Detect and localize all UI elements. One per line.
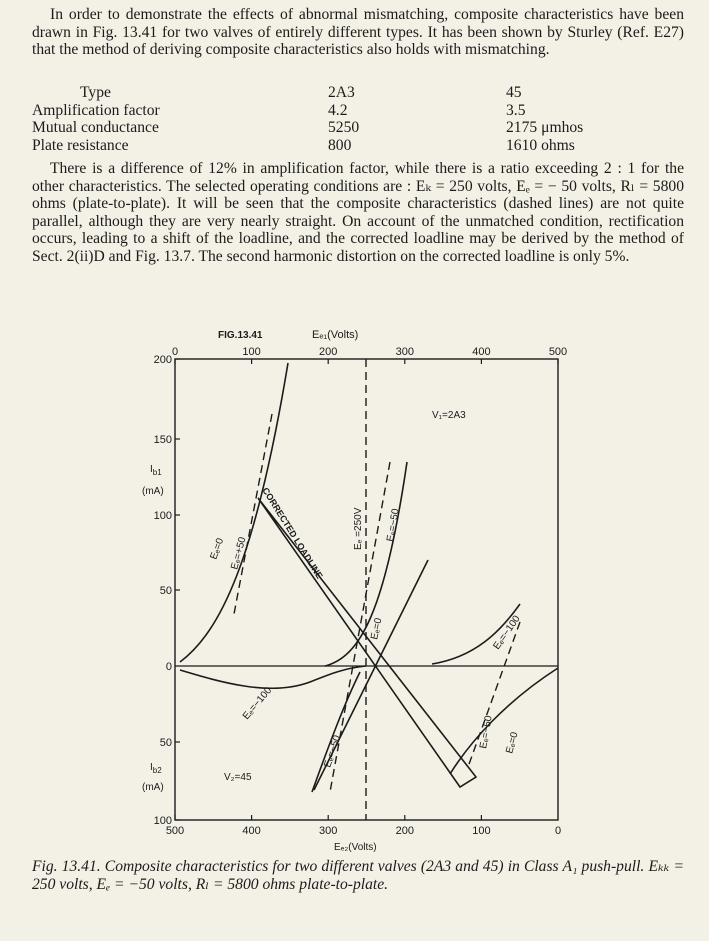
top-tick-label: 0 — [171, 346, 179, 358]
composite-eg-plus50-line — [234, 414, 272, 614]
table-row — [32, 102, 656, 120]
bottom-tick-label: 200 — [395, 825, 414, 837]
caption-conditions: Eₖₖ = 250 volts, Eₑ = −50 volts, Rₗ = 5800 ohms plate-to-plate. — [32, 858, 685, 893]
v1-label: V₁=2A3 — [432, 410, 466, 421]
ib2-unit-label: (mA) — [142, 782, 164, 793]
top-axis-label: Eₑ₁(Volts) — [312, 329, 359, 341]
left-tick-label: 50 — [159, 737, 172, 749]
bottom-tick-marks — [175, 815, 481, 820]
table-header-cell: 45 — [506, 84, 522, 101]
caption-fig-number: Fig. 13.41. — [32, 858, 101, 875]
top-tick-label: 200 — [319, 346, 338, 358]
ec-0-bottom-label: Eₑ=0 — [504, 730, 521, 755]
valve-comparison-table — [32, 84, 656, 154]
eg-0-mid-label: Eₑ=0 — [369, 617, 385, 641]
table-row — [32, 137, 656, 155]
left-tick-label: 100 — [153, 815, 172, 827]
ec-minus100-bottom-label: Eₑ=−100 — [240, 685, 275, 722]
bottom-tick-label: 0 — [554, 825, 562, 837]
bottom-tick-label: 100 — [472, 825, 491, 837]
left-tick-label: 100 — [153, 510, 172, 522]
table-row — [32, 119, 656, 137]
table-cell: Mutual conductance — [32, 119, 159, 137]
table-cell: 2175 μmhos — [506, 119, 584, 137]
eg-plus50-top-label: Eₑ=+50 — [229, 535, 249, 571]
left-tick-label: 150 — [153, 434, 172, 446]
v2-ec-minus100-curve — [180, 666, 366, 688]
intro-paragraph — [32, 6, 684, 59]
v2-ec-minus50-curve — [312, 672, 360, 792]
left-tick-label: 0 — [165, 661, 172, 673]
table-header-row — [32, 84, 656, 102]
v2-label: V₂=45 — [224, 772, 252, 783]
ib1-axis-label: $I_{b1}$ — [150, 464, 162, 477]
table-cell: 1610 ohms — [506, 136, 575, 154]
bottom-tick-label: 500 — [165, 825, 185, 837]
table-cell: 4.2 — [328, 101, 348, 119]
corrected-loadline — [258, 498, 476, 787]
eg-minus50-bottom-label: Eₑ=−50 — [478, 714, 495, 750]
figure-caption — [32, 858, 684, 894]
top-tick-label: 500 — [548, 346, 568, 358]
ec-minus50-bottom-label: Eₑ=−50 — [322, 733, 344, 769]
table-cell: Plate resistance — [32, 136, 129, 154]
bottom-tick-label: 400 — [242, 825, 261, 837]
intro-paragraph-text: In order to demonstrate the effects of abnormal mismatching, composite characteristics have been drawn in Fig. 13.41 for two valves of entirely different types. It has been shown by Sturley (Ref. E27) that the method of deriving composite characteristics also holds with mismatching. — [32, 6, 684, 59]
left-tick-label: 200 — [153, 354, 172, 366]
ib2-axis-label: $I_{b2}$ — [150, 762, 162, 775]
figure-number-label: FIG.13.41 — [218, 330, 263, 341]
caption-text: Composite characteristics for two different valves (2A3 and 45) in Class A₁ push-pull. — [104, 858, 645, 875]
bottom-tick-label: 300 — [319, 825, 338, 837]
ec-minus50-top-label: Eₑ=−50 — [385, 507, 402, 543]
composite-characteristics-figure — [120, 322, 580, 854]
analysis-paragraph-text: There is a difference of 12% in amplification factor, while there is a ratio exceeding 2 : 1 for the other characteristics. The selected operating conditions are : Eₖ = 250 volts, Eₑ = − 50 volts, Rₗ = 5800 ohms (plate-to-plate). It will be seen that the composite characteristics (dashed lines) are not quite parallel, although they are very nearly straight. On account of the unmatched condition, rectification occurs, leading to a shift of the loadline, and the corrected loadline may be derived by the method of Sect. 2(ii)D and Fig. 13.7. The second harmonic distortion on the corrected loadline is only 5%. — [32, 160, 684, 265]
ec-minus100-top-label: Eₑ=−100 — [491, 613, 523, 652]
v1-ec-0-curve — [180, 363, 288, 662]
analysis-paragraph — [32, 160, 684, 266]
ec-0-top-label: Eₑ=0 — [208, 536, 227, 562]
left-tick-marks — [175, 359, 180, 820]
bottom-axis-label: Eₑ₂(Volts) — [334, 842, 377, 853]
table-cell: 3.5 — [506, 101, 526, 119]
corrected-loadline-label: CORRECTED LOADLINE — [260, 485, 325, 581]
table-cell: 5250 — [328, 119, 360, 137]
top-tick-label: 300 — [395, 346, 414, 358]
top-tick-label: 400 — [472, 346, 491, 358]
top-tick-label: 100 — [242, 346, 261, 358]
table-header-cell: Type — [80, 84, 111, 101]
eb-250v-label: Eₑ =250V — [353, 507, 364, 550]
table-cell: Amplification factor — [32, 101, 160, 119]
left-tick-label: 50 — [159, 585, 172, 597]
v2-ec-0-curve — [450, 668, 558, 774]
ib1-unit-label: (mA) — [142, 486, 164, 497]
table-cell: 800 — [328, 136, 352, 154]
table-header-cell: 2A3 — [328, 84, 355, 101]
